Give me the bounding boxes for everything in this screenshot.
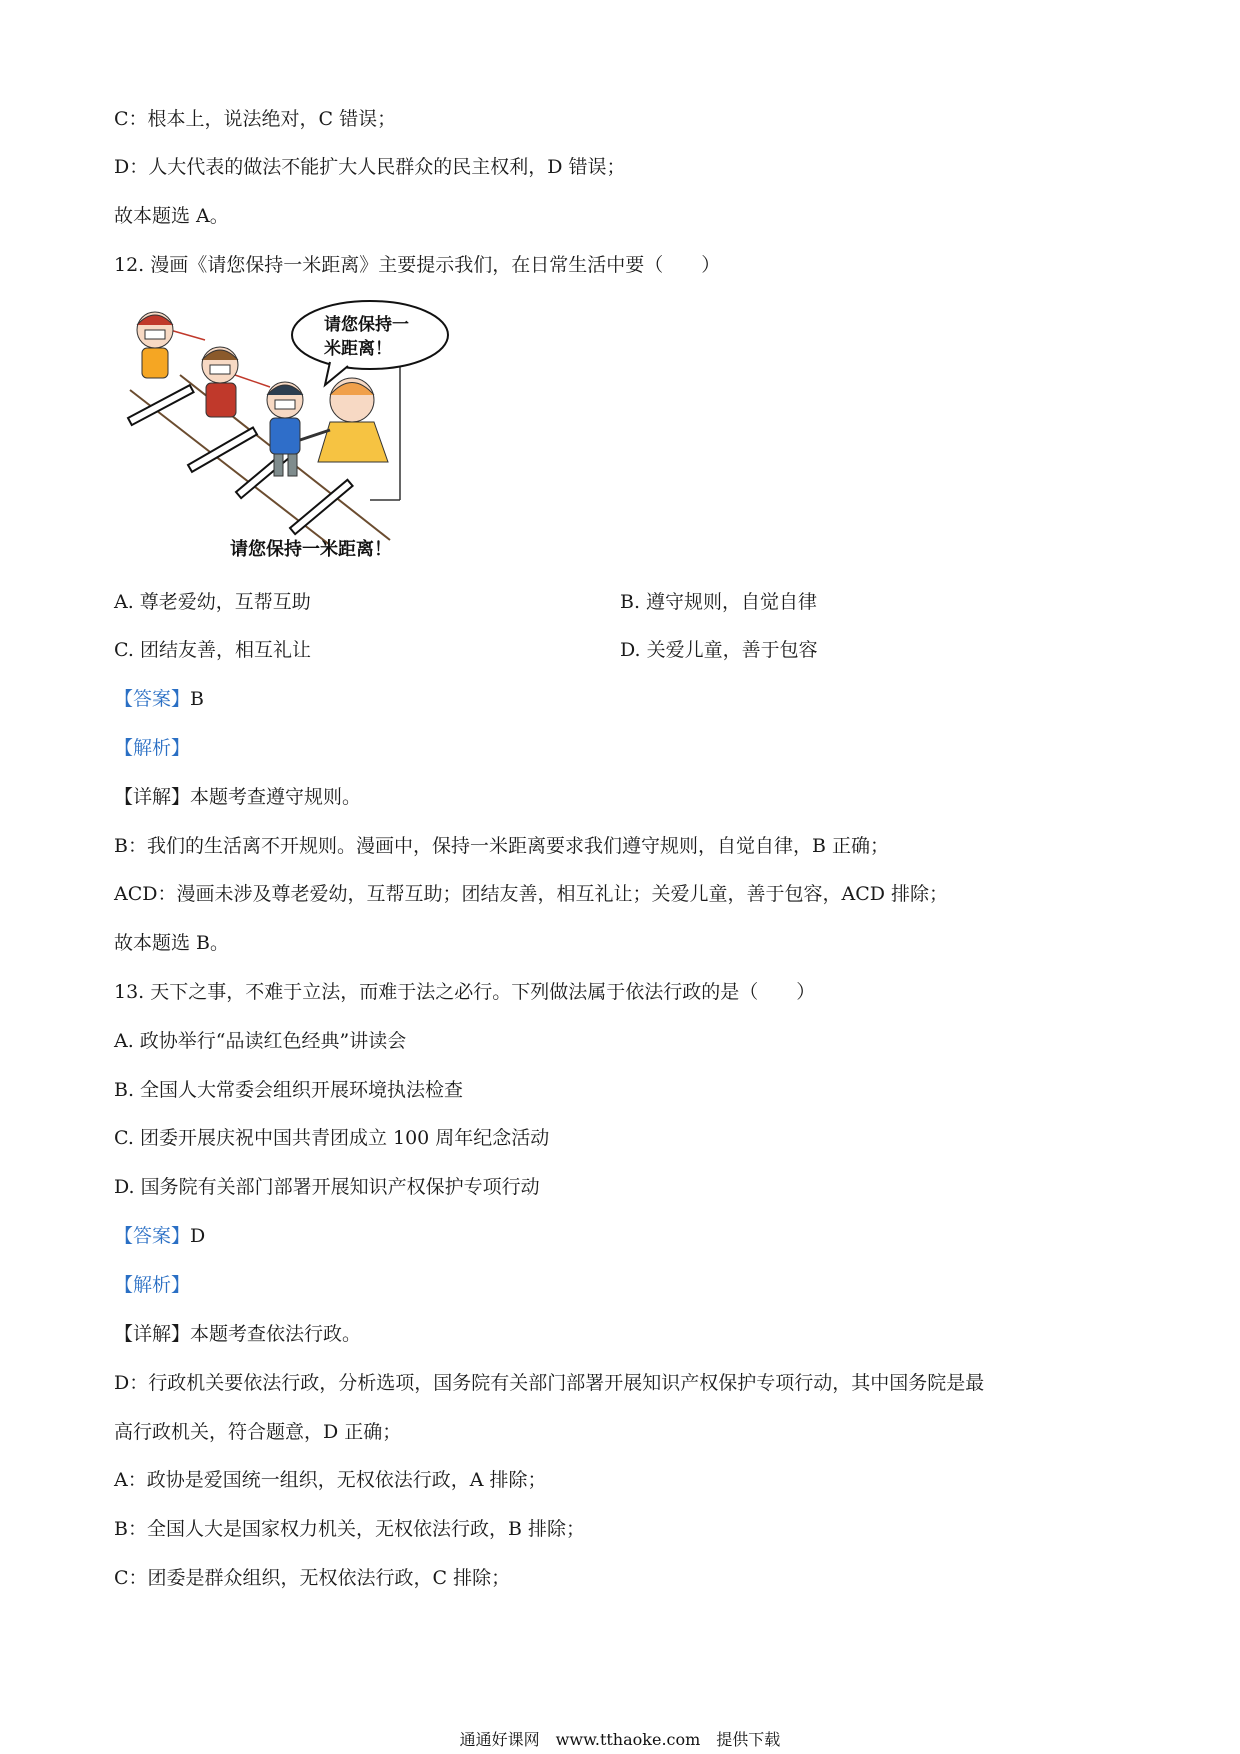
analysis-tag: 【解析】 [114, 1274, 191, 1296]
text-line: A：政协是爱国统一组织，无权依法行政，A 排除； [114, 1469, 547, 1491]
bubble-text: 米距离！ [324, 339, 392, 359]
text-line: D：人大代表的做法不能扩大人民群众的民主权利，D 错误； [114, 156, 626, 178]
analysis-tag: 【解析】 [114, 737, 191, 759]
analysis-line [114, 736, 190, 760]
option-d: D. 国务院有关部门部署开展知识产权保护专项行动 [114, 1176, 540, 1198]
text-line: C：团委是群众组织，无权依法行政，C 排除； [114, 1567, 511, 1589]
text-line: D：行政机关要依法行政，分析选项，国务院有关部门部署开展知识产权保护专项行动，其中国务院是最 [114, 1372, 985, 1394]
detail-text: 本题考查遵守规则。 [190, 786, 362, 808]
question-13: 13. 天下之事，不难于立法，而难于法之必行。下列做法属于依法行政的是（ ） [114, 981, 816, 1003]
comic-caption: 请您保持一米距离！ [230, 539, 392, 560]
option-b: B. 全国人大常委会组织开展环境执法检查 [114, 1079, 464, 1101]
text-line: B：我们的生活离不开规则。漫画中，保持一米距离要求我们遵守规则，自觉自律，B 正确； [114, 835, 889, 857]
answer-value: D [190, 1225, 206, 1247]
option-c: C. 团委开展庆祝中国共青团成立 100 周年纪念活动 [114, 1127, 550, 1149]
speech-bubble [292, 301, 448, 385]
analysis-line [114, 1273, 190, 1297]
comic-illustration [120, 300, 500, 560]
answer-tag: 【答案】 [114, 1225, 191, 1247]
text-line: ACD：漫画未涉及尊老爱幼，互帮互助；团结友善，相互礼让；关爱儿童，善于包容，ACD 排除； [114, 883, 949, 905]
detail-line [114, 785, 361, 809]
answer-value: B [190, 688, 204, 710]
question-12: 12. 漫画《请您保持一米距离》主要提示我们，在日常生活中要（ ） [114, 254, 721, 276]
bubble-text: 请您保持一 [324, 315, 409, 335]
text-line: B：全国人大是国家权力机关，无权依法行政，B 排除； [114, 1518, 585, 1540]
detail-text: 本题考查依法行政。 [190, 1323, 362, 1345]
text-line: C：根本上，说法绝对，C 错误； [114, 108, 397, 130]
detail-tag: 【详解】 [114, 1323, 191, 1345]
person-figure [137, 312, 173, 378]
option-d: D. 关爱儿童，善于包容 [620, 639, 818, 661]
text-line: 高行政机关，符合题意，D 正确； [114, 1421, 402, 1443]
page-footer: 通通好课网 www.tthaoke.com 提供下载 [459, 1730, 781, 1749]
answer-line [114, 687, 204, 711]
answer-tag: 【答案】 [114, 688, 191, 710]
option-b: B. 遵守规则，自觉自律 [620, 591, 818, 613]
person-figure [300, 378, 388, 462]
text-line: 故本题选 A。 [114, 205, 229, 227]
option-a: A. 政协举行“品读红色经典”讲读会 [114, 1030, 407, 1052]
detail-line [114, 1322, 361, 1346]
option-a: A. 尊老爱幼，互帮互助 [114, 591, 311, 613]
answer-line [114, 1224, 205, 1248]
detail-tag: 【详解】 [114, 786, 191, 808]
text-line: 故本题选 B。 [114, 932, 230, 954]
person-figure [202, 347, 238, 417]
option-c: C. 团结友善，相互礼让 [114, 639, 311, 661]
